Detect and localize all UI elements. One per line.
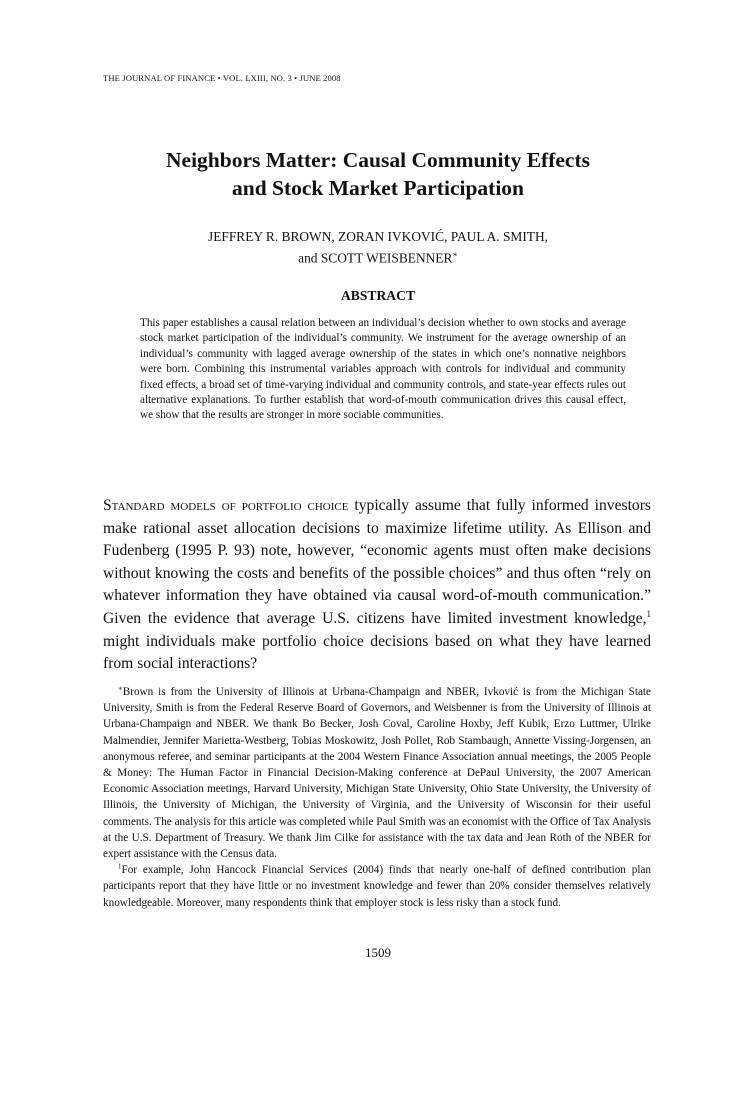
authors-line-2-wrap xyxy=(0,246,756,267)
title-line-1: Neighbors Matter: Causal Community Effects xyxy=(166,148,590,172)
intro-footnote-marker: 1 xyxy=(646,608,651,619)
running-head: THE JOURNAL OF FINANCE • VOL. LXIII, NO. 3 • JUNE 2008 xyxy=(103,73,341,83)
abstract-heading: ABSTRACT xyxy=(340,288,416,303)
page-number: 1509 xyxy=(365,945,391,960)
authors-line-1: JEFFREY R. BROWN, ZORAN IVKOVIĆ, PAUL A. SMITH, xyxy=(207,229,548,244)
intro-text-2: might individuals make portfolio choice decisions based on what they have learned from social interactions? xyxy=(103,632,651,673)
author-list xyxy=(0,228,756,267)
intro-paragraph xyxy=(103,495,651,676)
intro-text-1: typically assume that fully informed investors make rational asset allocation decisions to maximize lifetime utility. As Ellison and Fudenberg (1995 P. 93) note, however, “economic agents must often make decisions without knowing the costs and benefits of the possible choices” and thus often “rely on whatever information they have obtained via causal word-of-mouth communication.” Given the evidence that average U.S. citizens have limited investment knowledge, xyxy=(103,497,651,627)
footnote-author-text: Brown is from the University of Illinois at Urbana-Champaign and NBER, Ivković is from the Michigan State University, Smith is from the Federal Reserve Board of Governors, and Weisbenner is from the University of Illinois at Urbana-Champaign and NBER. We thank Bo Becker, Josh Coval, Caroline Hoxby, Jeff Kubik, Erzo Luttmer, Ulrike Malmendier, Jennifer Marietta-Westberg, Tobias Moskowitz, Josh Pollet, Rob Stambaugh, Annette Vissing-Jorgensen, an anonymous referee, and seminar participants at the 2004 Western Finance Association annual meetings, the 2005 People & Money: The Human Factor in Financial Decision-Making conference at DePaul University, the 2007 American Economic Association meetings, Harvard University, Michigan State University, Ohio State University, the University of Illinois, the University of Michigan, the University of Virginia, and the University of Wisconsin for their useful comments. The analysis for this article was completed while Paul Smith was an economist with the Office of Tax Analysis at the U.S. Department of Treasury. We thank Jim Cilke for assistance with the tax data and Jean Roth of the NBER for expert assistance with the Census data. xyxy=(103,686,651,861)
abstract-text: This paper establishes a causal relation between an individual’s decision whether to own stocks and average stock market participation of the individual’s community. We instrument for the average ownership of an individual’s community with lagged average ownership of the states in which one’s nonnative neighbors were born. Combining this instrumental variables approach with controls for individual and community fixed effects, a broad set of time-varying individual and community controls, and state-year effects rules out alternative explanations. To further establish that word-of-mouth communication drives this causal effect, we show that the results are stronger in more sociable communities. xyxy=(140,317,626,422)
title-line-2: and Stock Market Participation xyxy=(231,176,525,200)
authors-line-2: and SCOTT WEISBENNER xyxy=(298,250,453,266)
author-footnote-marker: ∗ xyxy=(452,250,458,259)
footnote-1-marker: 1 xyxy=(118,862,122,871)
footnote-author xyxy=(103,684,651,862)
paper-title xyxy=(0,146,756,202)
footnote-author-marker: ∗ xyxy=(118,684,123,693)
footnotes xyxy=(103,684,651,911)
intro-lead: Standard models of portfolio choice xyxy=(103,497,349,514)
footnote-1 xyxy=(103,862,651,911)
footnote-1-text: For example, John Hancock Financial Services (2004) finds that nearly one-half of defined contribution plan participants report that they have little or no investment knowledge and fewer than 20% consider themselves relatively knowledgeable. Moreover, many respondents think that employer stock is less risky than a stock fund. xyxy=(103,864,651,909)
